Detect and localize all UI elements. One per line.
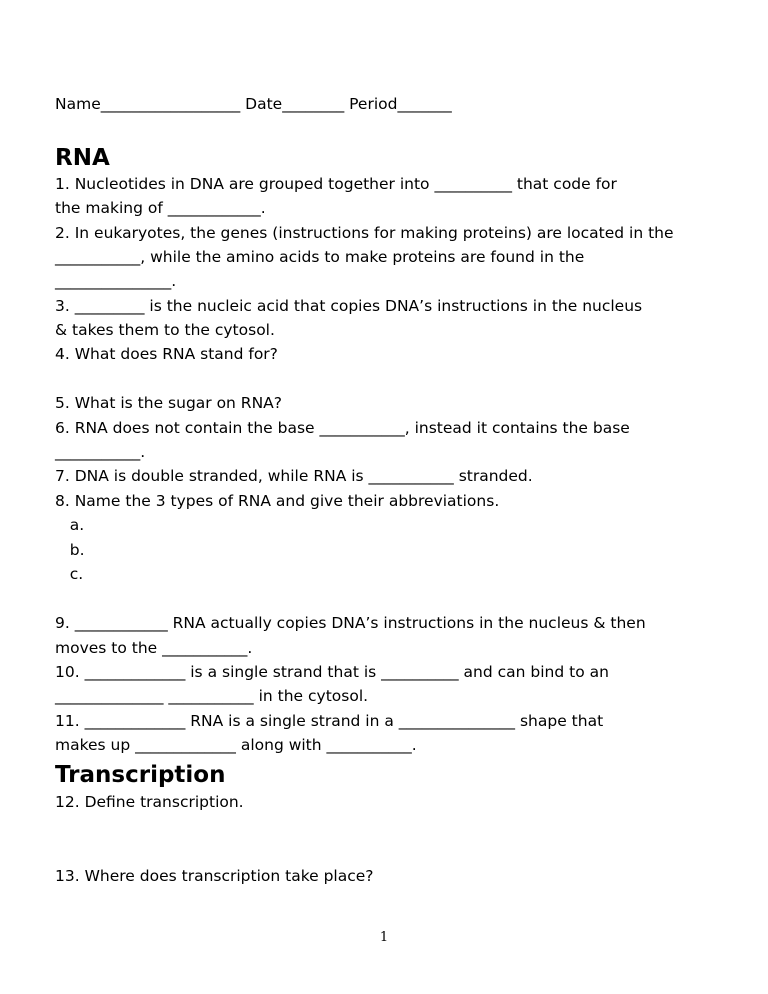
answer-item-b: b. — [55, 541, 85, 559]
question-line: 10. _____________ is a single strand that is __________ and can bind to an — [55, 663, 609, 681]
question-line: the making of ____________. — [55, 199, 266, 217]
question-line: makes up _____________ along with ___________. — [55, 736, 417, 754]
page-number: 1 — [379, 930, 389, 945]
question-line: 12. Define transcription. — [55, 793, 244, 811]
question-line: & takes them to the cytosol. — [55, 321, 275, 339]
question-line: 5. What is the sugar on RNA? — [55, 394, 283, 412]
rna-heading: RNA — [55, 145, 110, 171]
question-line: ______________ ___________ in the cytosol. — [55, 687, 369, 705]
question-line: 8. Name the 3 types of RNA and give their abbreviations. — [55, 492, 500, 510]
question-line: _______________. — [55, 272, 177, 290]
question-line: 3. _________ is the nucleic acid that copies DNA’s instructions in the nucleus — [55, 297, 643, 315]
question-line: 4. What does RNA stand for? — [55, 345, 278, 363]
answer-item-a: a. — [55, 516, 85, 534]
question-line: 13. Where does transcription take place? — [55, 867, 374, 885]
answer-item-c: c. — [55, 565, 84, 583]
question-line: 1. Nucleotides in DNA are grouped together into __________ that code for — [55, 175, 617, 193]
question-line: 6. RNA does not contain the base ___________, instead it contains the base — [55, 419, 630, 437]
question-line: moves to the ___________. — [55, 639, 253, 657]
question-line: 2. In eukaryotes, the genes (instructions for making proteins) are located in the — [55, 224, 674, 242]
question-line: 11. _____________ RNA is a single strand in a _______________ shape that — [55, 712, 604, 730]
name-date-period-line: Name__________________ Date________ Period_______ — [55, 95, 452, 113]
question-line: ___________. — [55, 443, 146, 461]
question-line: 9. ____________ RNA actually copies DNA’s instructions in the nucleus & then — [55, 614, 646, 632]
question-line: ___________, while the amino acids to make proteins are found in the — [55, 248, 585, 266]
question-line: 7. DNA is double stranded, while RNA is ___________ stranded. — [55, 467, 533, 485]
transcription-heading: Transcription — [55, 762, 226, 788]
